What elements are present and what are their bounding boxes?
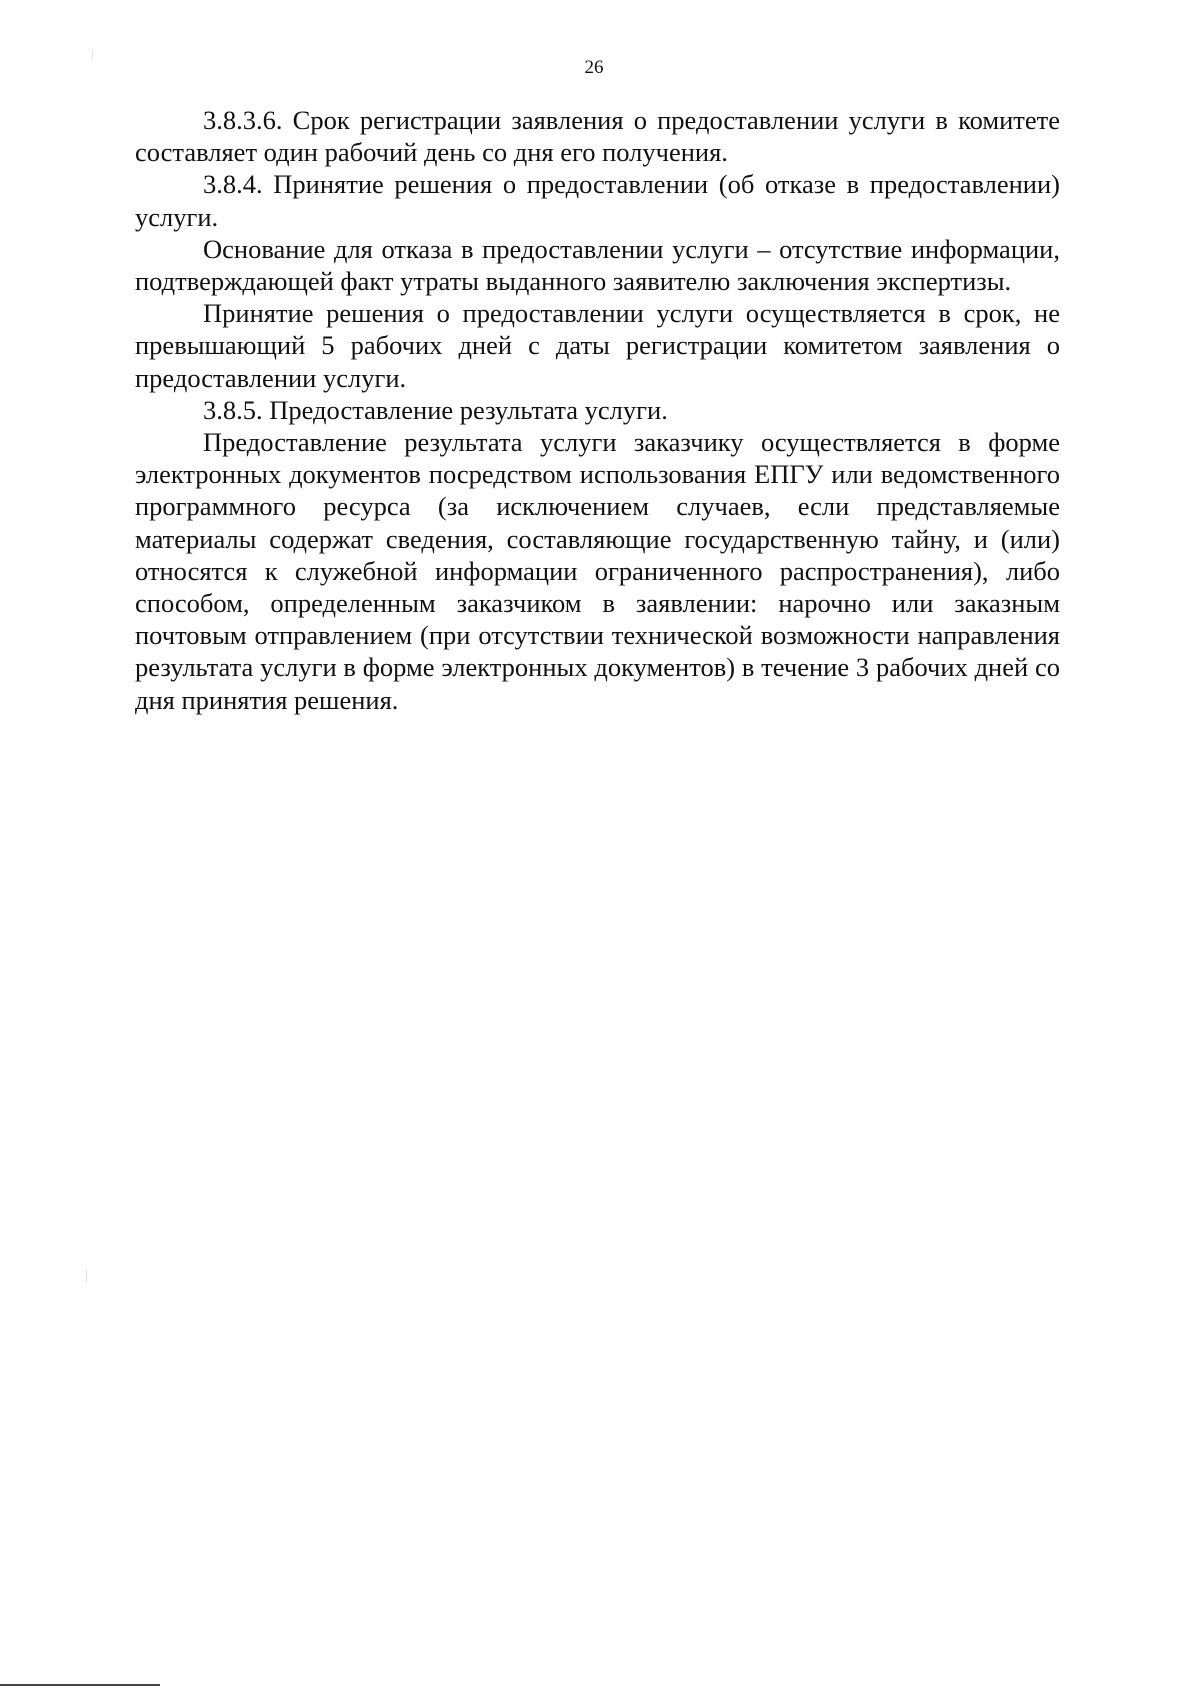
paragraph-refusal-grounds: Основание для отказа в предоставлении услуги – отсутствие информации, подтверждающей факт утраты выданного заявителю заключения экспертизы. [135, 233, 1060, 297]
document-body [135, 104, 1060, 716]
paragraph-result-delivery: Предоставление результата услуги заказчику осуществляется в форме электронных документов посредством использования ЕПГУ или ведомственного программного ресурса (за исключением случаев, если представляемые материалы содержат сведения, составляющие государственную тайну, и (или) относятся к служебной информации ограниченного распространения), либо способом, определенным заказчиком в заявлении: нарочно или заказным почтовым отправлением (при отсутствии технической возможности направления результата услуги в форме электронных документов) в течение 3 рабочих дней со дня принятия решения. [135, 427, 1060, 715]
scan-artifact-bottom-line [0, 1684, 160, 1686]
paragraph-decision-term: Принятие решения о предоставлении услуги осуществляется в срок, не превышающий 5 рабочих дней с даты регистрации комитетом заявления о предоставлении услуги. [135, 298, 1060, 393]
page-number: 26 [584, 57, 604, 78]
scan-artifact-top [92, 50, 93, 60]
scan-artifact-left [86, 1270, 87, 1282]
paragraph-3-8-4: 3.8.4. Принятие решения о предоставлении (об отказе в предоставлении) услуги. [135, 169, 1060, 232]
paragraph-3-8-5: 3.8.5. Предоставление результата услуги. [203, 394, 668, 425]
paragraph-3-8-3-6: 3.8.3.6. Срок регистрации заявления о предоставлении услуги в комитете составляет один рабочий день со дня его получения. [135, 105, 1060, 168]
